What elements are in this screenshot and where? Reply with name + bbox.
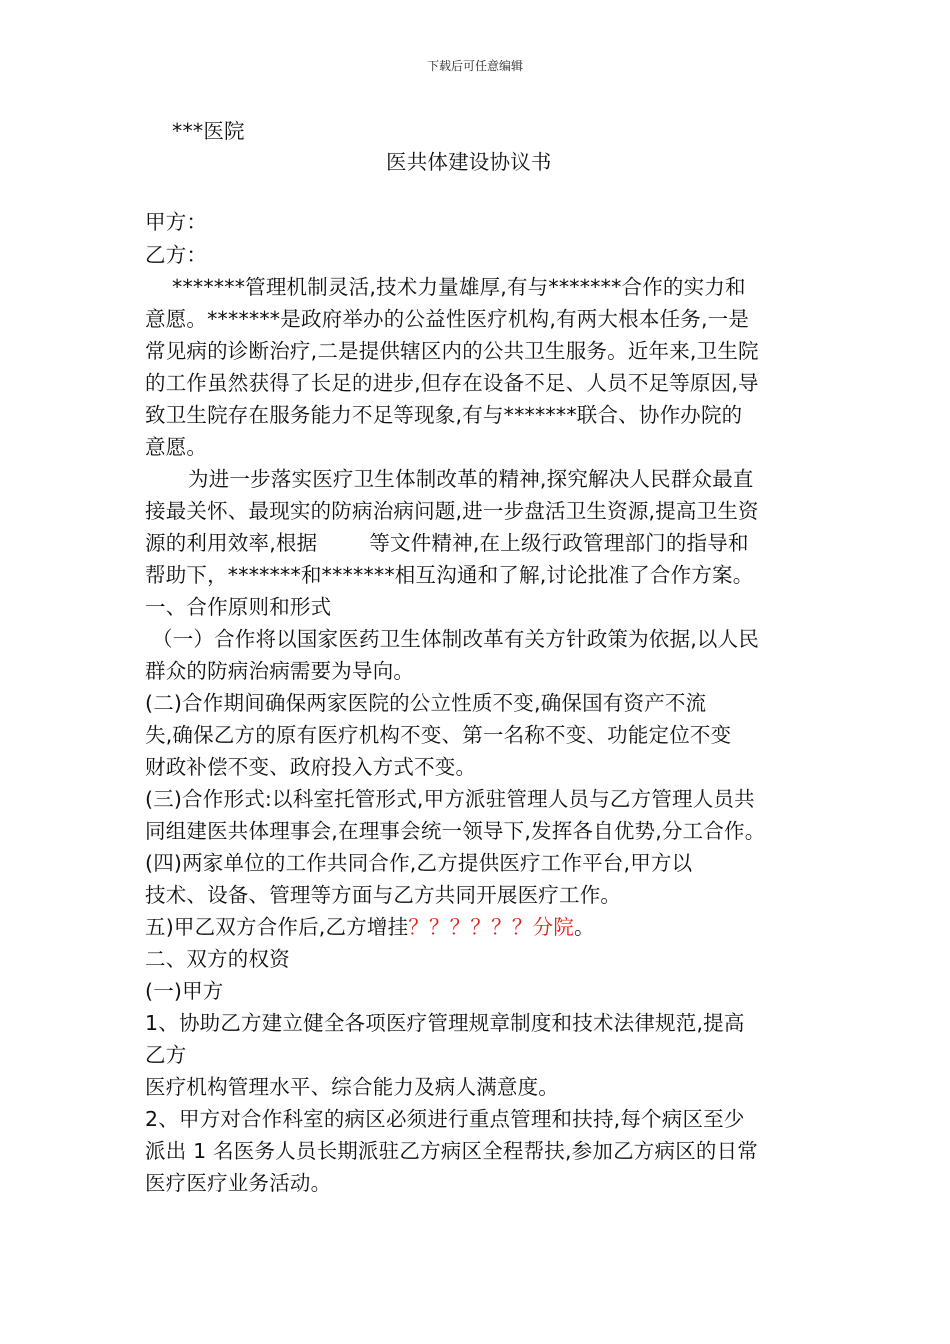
clause-line: 失,确保乙方的原有医疗机构不变、第一名称不变、功能定位不变 <box>145 723 732 747</box>
clause-line: (三)合作形式:以科室托管形式,甲方派驻管理人员与乙方管理人员共 <box>145 787 755 811</box>
section-heading: 二、双方的权资 <box>145 947 290 971</box>
paragraph-line: 致卫生院存在服务能力不足等现象,有与*******联合、协作办院的 <box>145 403 743 427</box>
clause-line: 乙方 <box>145 1043 187 1067</box>
hospital-name: ***医院 <box>172 119 245 143</box>
paragraph-line: 意愿。*******是政府举办的公益性医疗机构,有两大根本任务,一是 <box>145 307 750 331</box>
paragraph-line: 接最关怀、最现实的防病治病问题,进一步盘活卫生资源,提高卫生资 <box>145 499 759 523</box>
clause-line: (四)两家单位的工作共同合作,乙方提供医疗工作平台,甲方以 <box>145 851 693 875</box>
clause-line: （一）合作将以国家医药卫生体制改革有关方针政策为依据,以人民 <box>152 627 760 651</box>
section-heading: 一、合作原则和形式 <box>145 595 332 619</box>
clause-text: 五)甲乙双方合作后,乙方增挂 <box>145 915 409 939</box>
clause-line: 技术、设备、管理等方面与乙方共同开展医疗工作。 <box>145 883 622 907</box>
clause-line: 同组建医共体理事会,在理事会统一领导下,发挥各自优势,分工合作。 <box>145 819 766 843</box>
clause-line: 派出 1 名医务人员长期派驻乙方病区全程帮扶,参加乙方病区的日常 <box>145 1139 758 1163</box>
clause-line: (二)合作期间确保两家医院的公立性质不变,确保国有资产不流 <box>145 691 707 715</box>
clause-line: 1、协助乙方建立健全各项医疗管理规章制度和技术法律规范,提高 <box>145 1011 745 1035</box>
clause-line: 群众的防病治病需要为导向。 <box>145 659 415 683</box>
paragraph-line: *******管理机制灵活,技术力量雄厚,有与*******合作的实力和 <box>172 275 746 299</box>
paragraph-line: 为进一步落实医疗卫生体制改革的精神,探究解决人民群众最直 <box>188 467 754 491</box>
paragraph-text: 等文件精神,在上级行政管理部门的指导和 <box>369 531 749 555</box>
paragraph-line: 帮助下，*******和*******相互沟通和了解,讨论批准了合作方案。 <box>145 563 754 587</box>
party-b-label: 乙方： <box>145 243 208 267</box>
paragraph-text: 源的利用效率,根据 <box>145 531 318 555</box>
clause-line: 医疗医疗业务活动。 <box>145 1171 332 1195</box>
clause-line: 财政补偿不变、政府投入方式不变。 <box>145 755 477 779</box>
clause-line: 医疗机构管理水平、综合能力及病人满意度。 <box>145 1075 559 1099</box>
paragraph-line: 的工作虽然获得了长足的进步,但存在设备不足、人员不足等原因,导 <box>145 371 759 395</box>
paragraph-line: 意愿。 <box>145 435 208 459</box>
paragraph-line <box>145 528 749 559</box>
clause-line: 2、甲方对合作科室的病区必须进行重点管理和扶持,每个病区至少 <box>145 1107 745 1131</box>
subsection-heading: (一)甲方 <box>145 979 224 1003</box>
header-note: 下载后可任意编辑 <box>426 59 523 73</box>
document-title: 医共体建设协议书 <box>386 150 552 174</box>
branch-name-placeholder: ？？？？？？分院 <box>408 915 574 939</box>
paragraph-line: 常见病的诊断治疗,二是提供辖区内的公共卫生服务。近年来,卫生院 <box>145 339 759 363</box>
clause-line <box>145 912 595 943</box>
party-a-label: 甲方： <box>145 210 208 234</box>
clause-text: 。 <box>573 915 595 939</box>
